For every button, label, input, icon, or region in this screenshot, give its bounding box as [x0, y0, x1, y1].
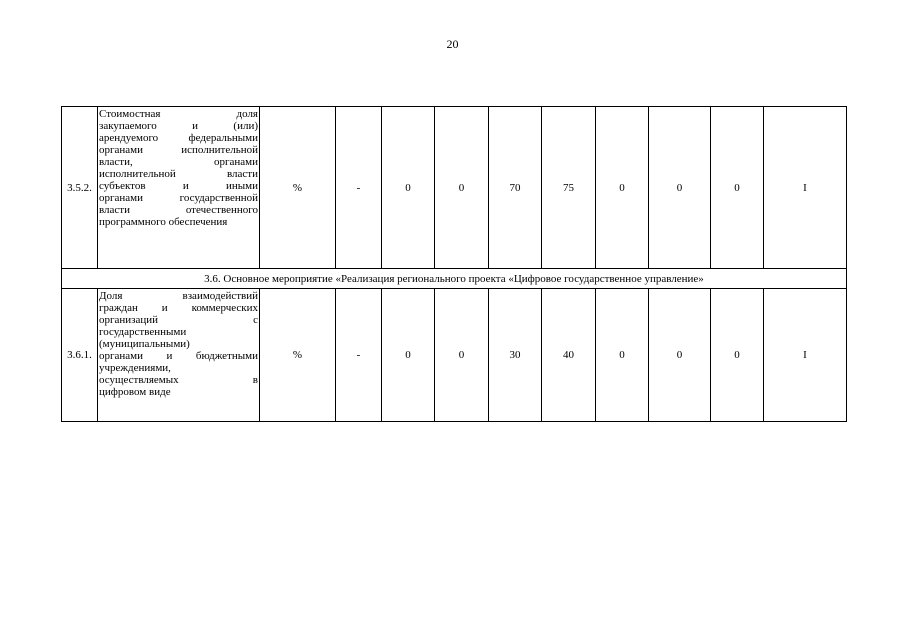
value-cell: 0: [435, 289, 489, 422]
description-line: органами и бюджетными: [99, 350, 258, 362]
value-cell: 0: [435, 107, 489, 269]
description-line: организаций с: [99, 314, 258, 326]
table-row: [62, 107, 847, 269]
table-row: [62, 289, 847, 422]
description-line: исполнительной власти: [99, 168, 258, 180]
value-cell: 70: [489, 107, 542, 269]
section-header: 3.6. Основное мероприятие «Реализация регионального проекта «Цифровое государственное управление»: [62, 269, 847, 289]
description-line: государственными: [99, 326, 187, 338]
description-line: власти, органами: [99, 156, 258, 168]
description-line: арендуемого федеральными: [99, 132, 258, 144]
value-cell: 0: [382, 289, 435, 422]
description-line: осуществляемых в: [99, 374, 258, 386]
value-cell: 0: [596, 289, 649, 422]
value-cell: 30: [489, 289, 542, 422]
description-line: власти отечественного: [99, 204, 258, 216]
unit-cell: %: [260, 107, 336, 269]
description-line: Доля взаимодействий: [99, 290, 258, 302]
page-number: 20: [446, 37, 459, 51]
indicators-table: [61, 106, 847, 422]
value-cell: 40: [542, 289, 596, 422]
row-number: 3.6.1.: [62, 289, 98, 422]
description-line: учреждениями,: [99, 362, 171, 374]
description-line: программного обеспечения: [99, 216, 228, 228]
row-number: 3.5.2.: [62, 107, 98, 269]
value-cell: -: [336, 107, 382, 269]
value-cell: I: [764, 289, 847, 422]
value-cell: 0: [382, 107, 435, 269]
description-line: закупаемого и (или): [99, 120, 258, 132]
value-cell: 75: [542, 107, 596, 269]
value-cell: 0: [711, 107, 764, 269]
description-line: Стоимостная доля: [99, 108, 258, 120]
description-line: (муниципальными): [99, 338, 190, 350]
value-cell: 0: [596, 107, 649, 269]
value-cell: 0: [649, 289, 711, 422]
value-cell: 0: [711, 289, 764, 422]
value-cell: 0: [649, 107, 711, 269]
description-line: органами исполнительной: [99, 144, 258, 156]
indicator-description: [98, 289, 260, 422]
description-line: органами государственной: [99, 192, 258, 204]
indicator-description: [98, 107, 260, 269]
value-cell: -: [336, 289, 382, 422]
description-line: цифровом виде: [99, 386, 171, 398]
section-row: [62, 269, 847, 289]
value-cell: I: [764, 107, 847, 269]
unit-cell: %: [260, 289, 336, 422]
description-line: граждан и коммерческих: [99, 302, 258, 314]
description-line: субъектов и иными: [99, 180, 258, 192]
